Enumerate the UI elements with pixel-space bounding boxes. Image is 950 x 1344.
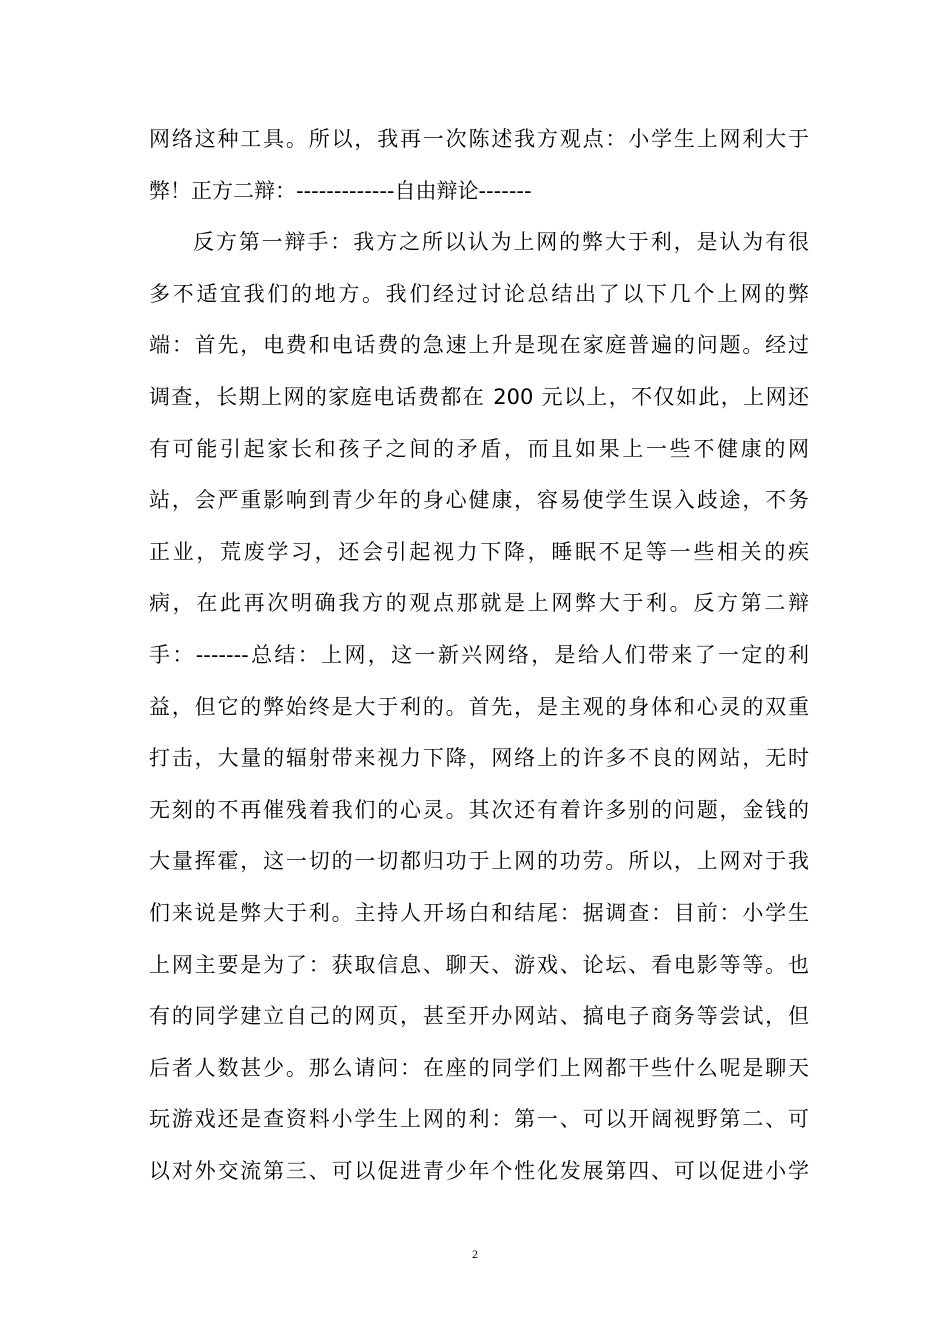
text-line: 端：首先，电费和电话费的急速上升是现在家庭普遍的问题。经过 [149,333,809,358]
text-line: 病，在此再次明确我方的观点那就是上网弊大于利。反方第二辩 [149,591,809,616]
body-text [149,114,809,1197]
text-line: 有的同学建立自己的网页，甚至开办网站、搞电子商务等尝试，但 [149,1004,809,1029]
text-line: 弊！正方二辩：-------------自由辩论------- [149,178,532,203]
text-line: 手：-------总结：上网，这一新兴网络，是给人们带来了一定的利 [149,642,809,667]
text-line: 玩游戏还是查资料小学生上网的利：第一、可以开阔视野第二、可 [149,1107,809,1132]
text-line: 站，会严重影响到青少年的身心健康，容易使学生误入歧途，不务 [149,488,809,513]
text-line: 打击，大量的辐射带来视力下降，网络上的许多不良的网站，无时 [149,746,809,771]
text-line: 网络这种工具。所以，我再一次陈述我方观点：小学生上网利大于 [149,127,809,151]
text-line: 大量挥霍，这一切的一切都归功于上网的功劳。所以，上网对于我 [149,849,809,874]
text-line: 后者人数甚少。那么请问：在座的同学们上网都干些什么呢是聊天 [149,1055,809,1080]
text-line: 上网主要是为了：获取信息、聊天、游戏、论坛、看电影等等。也 [149,952,809,977]
text-line: 们来说是弊大于利。主持人开场白和结尾：据调查：目前：小学生 [149,900,809,925]
page-number: 2 [472,1247,478,1261]
text-line: 调查，长期上网的家庭电话费都在 200 元以上，不仅如此，上网还 [149,384,809,409]
text-line: 反方第一辩手：我方之所以认为上网的弊大于利，是认为有很 [193,230,809,255]
text-line: 无刻的不再催残着我们的心灵。其次还有着许多别的问题，金钱的 [149,797,809,822]
text-line: 多不适宜我们的地方。我们经过讨论总结出了以下几个上网的弊 [149,281,809,306]
text-line: 正业，荒废学习，还会引起视力下降，睡眠不足等一些相关的疾 [149,539,809,564]
text-line: 以对外交流第三、可以促进青少年个性化发展第四、可以促进小学 [149,1158,809,1183]
text-line: 有可能引起家长和孩子之间的矛盾，而且如果上一些不健康的网 [149,436,809,461]
text-line: 益，但它的弊始终是大于利的。首先，是主观的身体和心灵的双重 [149,694,809,719]
